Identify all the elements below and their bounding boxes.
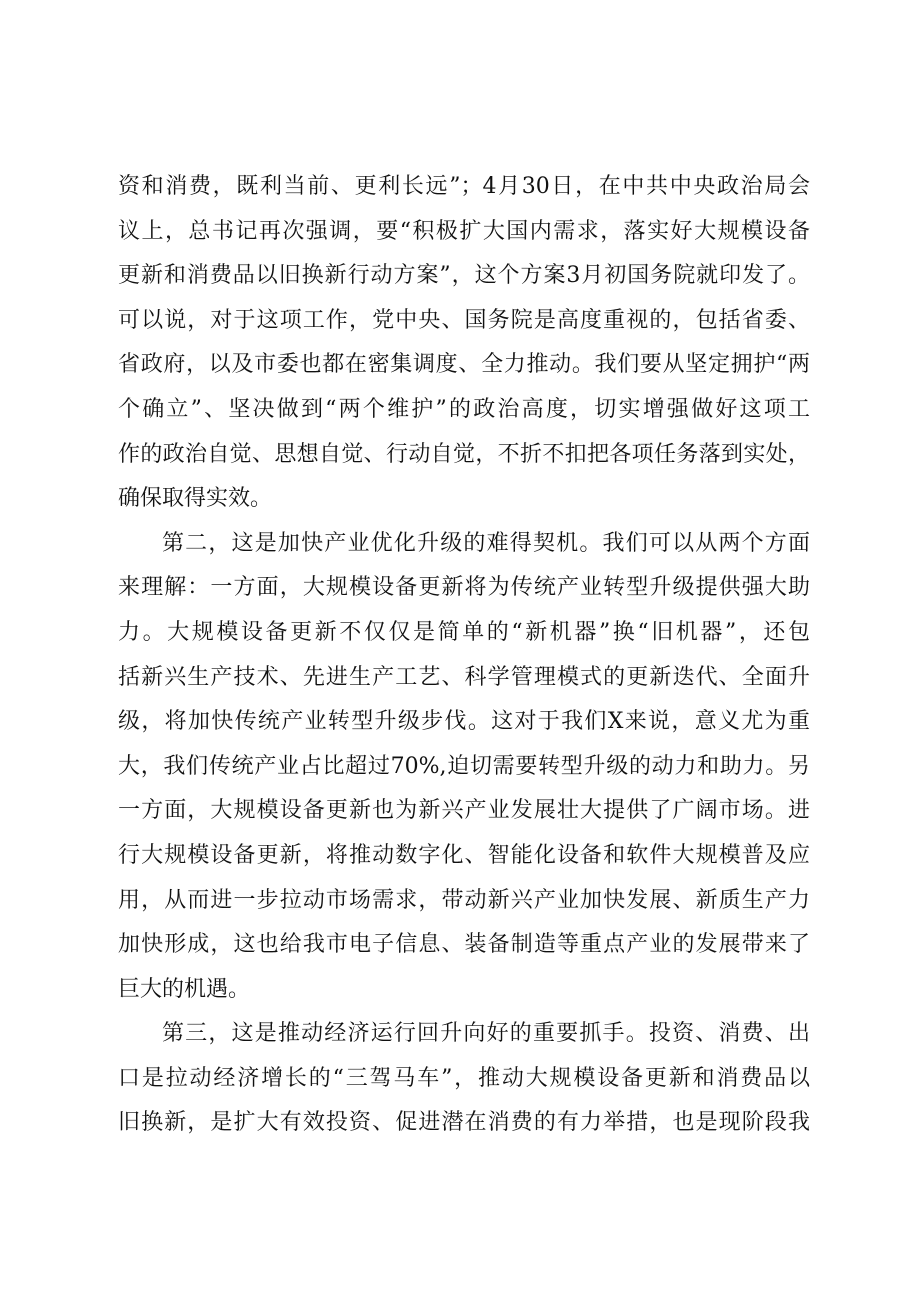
paragraph-2-line-3: 力。大规模设备更新不仅仅是简单的“新机器”换“旧机器”，还包 xyxy=(118,619,810,645)
paragraph-1-line-8: 确保取得实效。 xyxy=(118,486,273,512)
paragraph-2-line-4: 括新兴生产技术、先进生产工艺、科学管理模式的更新迭代、全面升 xyxy=(118,664,810,690)
paragraph-1-line-7: 作的政治自觉、思想自觉、行动自觉，不折不扣把各项任务落到实处， xyxy=(118,441,810,467)
paragraph-1-line-4: 可以说，对于这项工作，党中央、国务院是高度重视的，包括省委、 xyxy=(118,307,810,333)
document-body xyxy=(118,165,810,1146)
paragraph-2-line-6: 大，我们传统产业占比超过70%,迫切需要转型升级的动力和助力。另 xyxy=(118,753,810,779)
paragraph-1-line-2: 议上，总书记再次强调，要“积极扩大国内需求，落实好大规模设备 xyxy=(118,218,810,244)
paragraph-2-line-9: 用，从而进一步拉动市场需求，带动新兴产业加快发展、新质生产力 xyxy=(118,887,810,913)
paragraph-2-line-11: 巨大的机遇。 xyxy=(118,976,251,1002)
paragraph-1-line-1: 资和消费，既利当前、更利长远”；4月30日，在中共中央政治局会 xyxy=(118,174,810,199)
paragraph-1-line-5: 省政府，以及市委也都在密集调度、全力推动。我们要从坚定拥护“两 xyxy=(118,352,810,378)
paragraph-2-line-5: 级，将加快传统产业转型升级步伐。这对于我们X来说，意义尤为重 xyxy=(118,709,810,735)
paragraph-3-line-1: 第三，这是推动经济运行回升向好的重要抓手。投资、消费、出 xyxy=(162,1021,810,1047)
paragraph-2-line-2: 来理解：一方面，大规模设备更新将为传统产业转型升级提供强大助 xyxy=(118,575,810,601)
paragraph-1-line-3: 更新和消费品以旧换新行动方案”，这个方案3月初国务院就印发了。 xyxy=(118,263,810,289)
paragraph-3-line-2: 口是拉动经济增长的“三驾马车”，推动大规模设备更新和消费品以 xyxy=(118,1065,810,1091)
paragraph-2-line-1: 第二，这是加快产业优化升级的难得契机。我们可以从两个方面 xyxy=(162,530,810,556)
paragraph-2-line-10: 加快形成，这也给我市电子信息、装备制造等重点产业的发展带来了 xyxy=(118,932,810,958)
paragraph-1-line-6: 个确立”、坚决做到“两个维护”的政治高度，切实增强做好这项工 xyxy=(118,396,810,422)
paragraph-3-line-3: 旧换新，是扩大有效投资、促进潜在消费的有力举措，也是现阶段我 xyxy=(118,1110,810,1136)
paragraph-2-line-7: 一方面，大规模设备更新也为新兴产业发展壮大提供了广阔市场。进 xyxy=(118,798,810,824)
paragraph-2-line-8: 行大规模设备更新，将推动数字化、智能化设备和软件大规模普及应 xyxy=(118,842,810,868)
